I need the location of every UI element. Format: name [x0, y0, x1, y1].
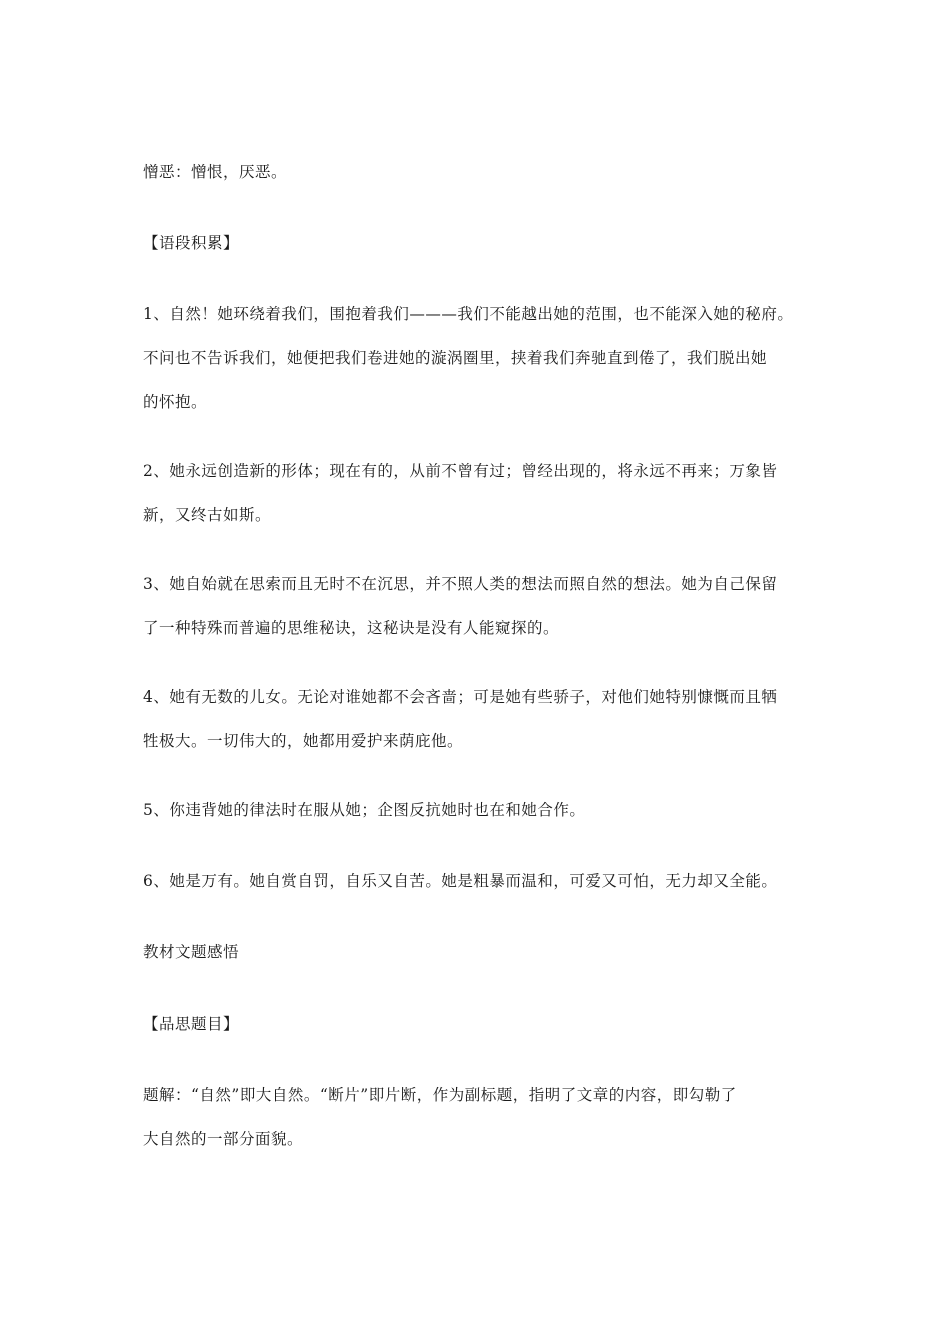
passage-line: 牲极大。一切伟大的，她都用爱护来荫庇他。 [143, 732, 464, 750]
vocab-entry [143, 150, 815, 194]
passage-1 [143, 292, 815, 424]
vocab-line: 憎恶：憎恨，厌恶。 [143, 163, 288, 181]
passage-line: 的怀抱。 [143, 393, 208, 411]
passage-2 [143, 449, 815, 537]
passage-line: 6、她是万有。她自赏自罚，自乐又自苦。她是粗暴而温和，可爱又可怕，无力却又全能。 [143, 872, 778, 890]
passage-6 [143, 859, 815, 903]
explanation-line: 题解：“自然”即大自然。“断片”即片断，作为副标题，指明了文章的内容，即勾勒了 [143, 1086, 737, 1104]
passage-line: 3、她自始就在思索而且无时不在沉思，并不照人类的想法而照自然的想法。她为自己保留 [143, 575, 778, 593]
explanation-line: 大自然的一部分面貌。 [143, 1130, 304, 1148]
passage-4 [143, 675, 815, 763]
section-heading-textbook [143, 930, 815, 974]
section-heading-title-think [143, 1002, 815, 1046]
section-heading-passage [143, 221, 815, 265]
passage-line: 5、你违背她的律法时在服从她；企图反抗她时也在和她合作。 [143, 801, 586, 819]
section-heading-text: 【语段积累】 [143, 234, 240, 252]
passage-3 [143, 562, 815, 650]
passage-line: 了一种特殊而普遍的思维秘诀，这秘诀是没有人能窥探的。 [143, 619, 560, 637]
passage-line: 新，又终古如斯。 [143, 506, 272, 524]
title-explanation [143, 1073, 815, 1161]
section-heading-text: 【品思题目】 [143, 1015, 240, 1033]
passage-line: 不问也不告诉我们，她便把我们卷进她的漩涡圈里，挟着我们奔驰直到倦了，我们脱出她 [143, 349, 768, 367]
passage-line: 2、她永远创造新的形体；现在有的，从前不曾有过；曾经出现的，将永远不再来；万象皆 [143, 462, 778, 480]
passage-line: 4、她有无数的儿女。无论对谁她都不会吝啬；可是她有些骄子，对他们她特别慷慨而且牺 [143, 688, 778, 706]
passage-line: 1、自然！她环绕着我们，围抱着我们———我们不能越出她的范围，也不能深入她的秘府。 [143, 305, 794, 323]
passage-5 [143, 788, 815, 832]
section-heading-text: 教材文题感悟 [143, 943, 240, 961]
